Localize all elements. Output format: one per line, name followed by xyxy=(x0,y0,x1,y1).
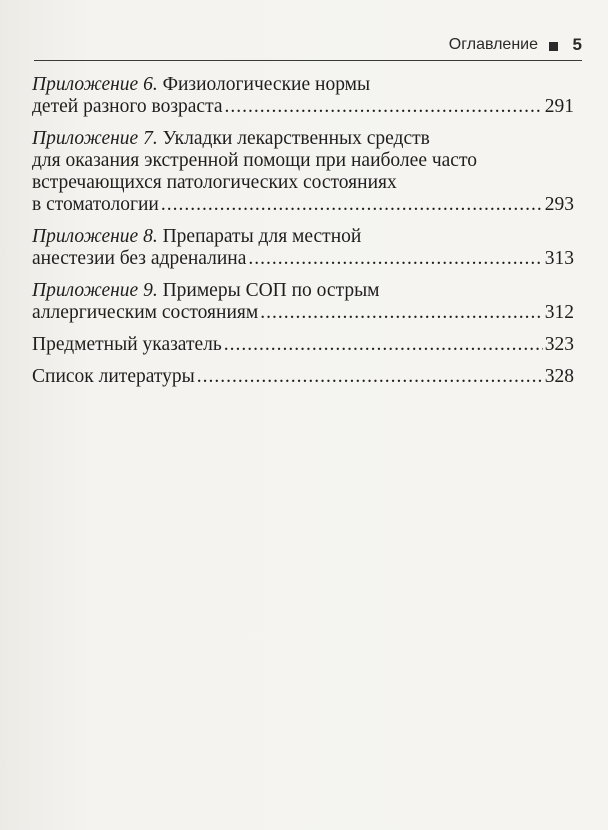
toc-entry-line xyxy=(32,280,574,302)
toc-entry-subject-index[interactable] xyxy=(32,334,574,356)
dot-leader xyxy=(161,194,543,216)
page-number: 5 xyxy=(572,35,582,54)
toc-entry-appendix-6[interactable] xyxy=(32,74,574,118)
header-title: Оглавление xyxy=(448,36,538,53)
toc-entry-title: Препараты для местной xyxy=(162,226,362,247)
toc-entry-page: 313 xyxy=(544,248,574,269)
dot-leader xyxy=(225,96,543,118)
dot-leader xyxy=(248,248,542,270)
toc-entry-bibliography[interactable] xyxy=(32,366,574,388)
toc-entry-title-end: в стоматологии xyxy=(32,194,159,215)
square-bullet-icon xyxy=(549,42,558,51)
toc-entry-title: Список литературы xyxy=(32,366,195,387)
toc-entry-last-line xyxy=(32,194,574,216)
toc-entry-last-line xyxy=(32,334,574,356)
toc-entry-line: встречающихся патологических состояниях xyxy=(32,172,397,193)
toc-entry-page: 323 xyxy=(544,334,574,355)
toc-entry-page: 312 xyxy=(544,302,574,323)
toc-entry-title: Физиологические нормы xyxy=(162,74,371,95)
running-header xyxy=(34,34,582,61)
toc-entry-last-line xyxy=(32,96,574,118)
toc-entry-label: Приложение 6. xyxy=(32,74,158,95)
toc-entry-line xyxy=(32,226,574,248)
toc-entry-page: 291 xyxy=(544,96,574,117)
toc-entry-label: Приложение 8. xyxy=(32,226,158,247)
dot-leader xyxy=(224,334,543,356)
table-of-contents xyxy=(32,74,574,398)
toc-entry-title: Примеры СОП по острым xyxy=(162,280,380,301)
toc-entry-appendix-7[interactable] xyxy=(32,128,574,216)
toc-entry-line xyxy=(32,74,574,96)
toc-entry-label: Приложение 7. xyxy=(32,128,158,149)
toc-entry-page: 293 xyxy=(544,194,574,215)
toc-entry-title-end: анестезии без адреналина xyxy=(32,248,247,269)
toc-entry-last-line xyxy=(32,366,574,388)
toc-entry-title: Предметный указатель xyxy=(32,334,222,355)
toc-entry-title-end: аллергическим состояниям xyxy=(32,302,259,323)
dot-leader xyxy=(260,302,543,324)
toc-entry-label: Приложение 9. xyxy=(32,280,158,301)
toc-entry-line xyxy=(32,128,574,150)
toc-entry-title-end: детей разного возраста xyxy=(32,96,223,117)
dot-leader xyxy=(197,366,543,388)
toc-entry-line: для оказания экстренной помощи при наиболее часто xyxy=(32,150,477,171)
toc-entry-appendix-8[interactable] xyxy=(32,226,574,270)
toc-entry-appendix-9[interactable] xyxy=(32,280,574,324)
toc-entry-title: Укладки лекарственных средств xyxy=(162,128,430,149)
toc-entry-page: 328 xyxy=(544,366,574,387)
toc-entry-last-line xyxy=(32,302,574,324)
toc-entry-last-line xyxy=(32,248,574,270)
